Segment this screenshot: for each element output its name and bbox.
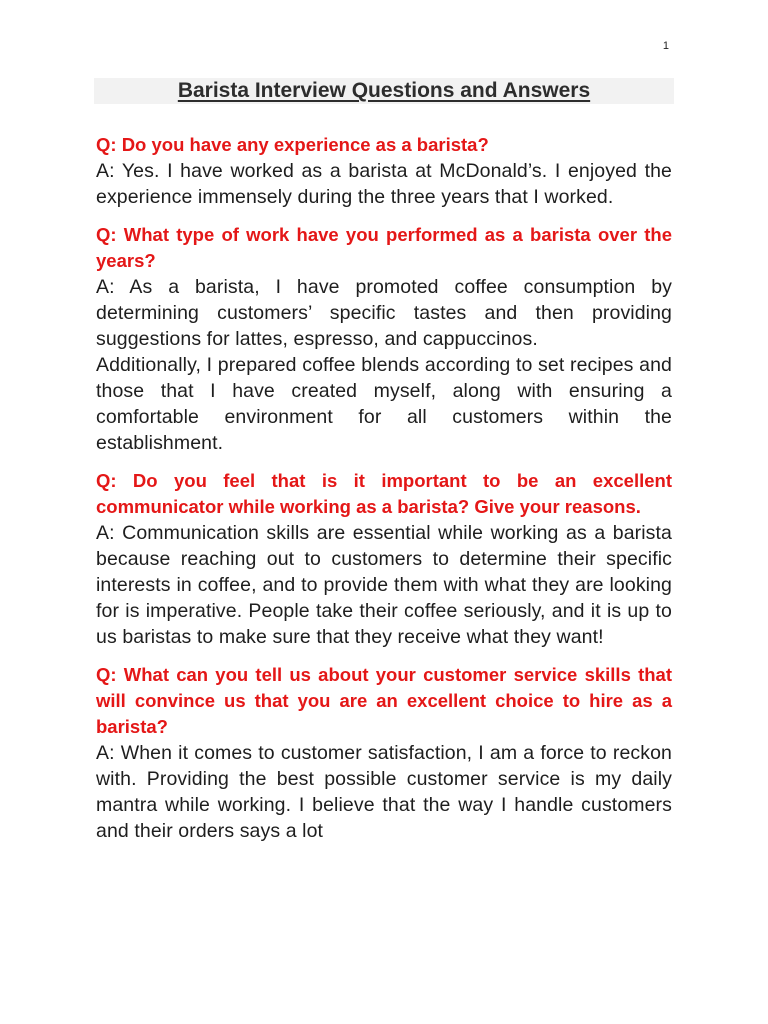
- question: Q: What type of work have you performed as a barista over the years?: [96, 224, 672, 271]
- qa-item-3: [96, 468, 672, 650]
- answer: A: As a barista, I have promoted coffee consumption by determining customers’ specific tastes and then providing suggestions for lattes, espresso, and cappuccinos.: [96, 276, 672, 350]
- page-number: 1: [662, 40, 669, 52]
- qa-item-1: [96, 132, 672, 210]
- answer: A: When it comes to customer satisfaction, I am a force to reckon with. Providing the best possible customer service is my daily mantra while working. I believe that the way I handle customers and their orders says a lot: [96, 742, 672, 842]
- question: Q: What can you tell us about your customer service skills that will convince us that you are an excellent choice to hire as a barista?: [96, 664, 672, 737]
- page-title: Barista Interview Questions and Answers: [177, 79, 591, 102]
- question: Q: Do you have any experience as a barista?: [96, 134, 489, 155]
- qa-item-2: [96, 222, 672, 456]
- qa-item-4: [96, 662, 672, 844]
- answer: A: Yes. I have worked as a barista at McDonald’s. I enjoyed the experience immensely during the three years that I worked.: [96, 160, 672, 208]
- answer-continued: Additionally, I prepared coffee blends according to set recipes and those that I have created myself, along with ensuring a comfortable environment for all customers within the establishment.: [96, 354, 672, 454]
- question: Q: Do you feel that is it important to be an excellent communicator while working as a barista? Give your reasons.: [96, 470, 672, 517]
- qa-list: [96, 132, 672, 856]
- answer: A: Communication skills are essential while working as a barista because reaching out to customers to determine their specific interests in coffee, and to provide them with what they are looking for is imperative. People take their coffee seriously, and it is up to us baristas to make sure that they receive what they want!: [96, 522, 672, 648]
